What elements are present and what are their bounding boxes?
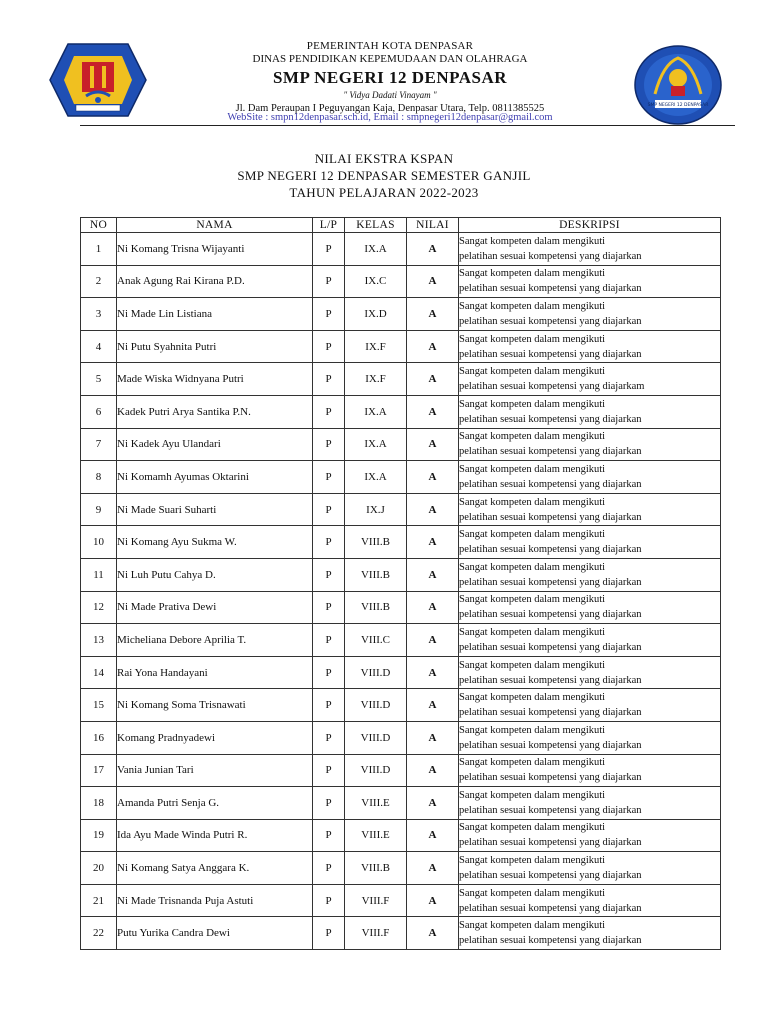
student-description: [459, 884, 721, 917]
student-grade: A: [407, 754, 459, 787]
student-description: [459, 819, 721, 852]
student-name: Ni Made Trisnanda Puja Astuti: [117, 884, 313, 917]
description-line: pelatihan sesuai kompetensi yang diajarkan: [459, 576, 642, 588]
student-gender: P: [313, 395, 345, 428]
student-gender: P: [313, 819, 345, 852]
header-nilai: NILAI: [407, 218, 459, 233]
table-row: [81, 754, 721, 787]
student-class: VIII.E: [345, 819, 407, 852]
student-class: VIII.D: [345, 721, 407, 754]
table-row: [81, 461, 721, 494]
student-grade: A: [407, 624, 459, 657]
description-line: Sangat kompeten dalam mengikuti: [459, 822, 606, 834]
student-name: Ni Komang Trisna Wijayanti: [117, 233, 313, 266]
title-line-1: NILAI EKSTRA KSPAN: [314, 151, 454, 166]
description-line: Sangat kompeten dalam mengikuti: [459, 300, 606, 312]
school-website-email: WebSite : smpn12denpasar.sch.id, Email : smpnegeri12denpasar@gmail.com: [227, 112, 553, 123]
description-line: pelatihan sesuai kompetensi yang diajarkan: [459, 478, 642, 490]
description-line: pelatihan sesuai kompetensi yang diajarkan: [459, 348, 642, 360]
row-number: 11: [81, 558, 117, 591]
svg-text:SMP NEGERI 12 DENPASAR: SMP NEGERI 12 DENPASAR: [647, 103, 709, 108]
table-row: [81, 298, 721, 331]
student-description: [459, 330, 721, 363]
student-grade: A: [407, 330, 459, 363]
description-line: pelatihan sesuai kompetensi yang diajarkan: [459, 609, 642, 621]
student-name: Putu Yurika Candra Dewi: [117, 917, 313, 950]
description-line: Sangat kompeten dalam mengikuti: [459, 398, 606, 410]
student-description: [459, 395, 721, 428]
row-number: 18: [81, 787, 117, 820]
student-description: [459, 526, 721, 559]
student-grade: A: [407, 265, 459, 298]
title-line-3: TAHUN PELAJARAN 2022-2023: [289, 185, 479, 200]
table-row: [81, 265, 721, 298]
row-number: 15: [81, 689, 117, 722]
student-name: Ni Made Suari Suharti: [117, 493, 313, 526]
student-gender: P: [313, 721, 345, 754]
student-grade: A: [407, 721, 459, 754]
student-description: [459, 558, 721, 591]
student-description: [459, 721, 721, 754]
student-gender: P: [313, 461, 345, 494]
student-gender: P: [313, 298, 345, 331]
student-gender: P: [313, 265, 345, 298]
student-name: Ida Ayu Made Winda Putri R.: [117, 819, 313, 852]
description-line: pelatihan sesuai kompetensi yang diajarkan: [459, 772, 642, 784]
student-class: IX.F: [345, 363, 407, 396]
row-number: 3: [81, 298, 117, 331]
student-grade: A: [407, 298, 459, 331]
student-grade: A: [407, 233, 459, 266]
student-name: Micheliana Debore Aprilia T.: [117, 624, 313, 657]
description-line: pelatihan sesuai kompetensi yang diajarkan: [459, 544, 642, 556]
description-line: pelatihan sesuai kompetensi yang diajarkam: [459, 381, 645, 393]
school-name: SMP NEGERI 12 DENPASAR: [272, 68, 508, 87]
table-row: [81, 852, 721, 885]
student-grade: A: [407, 787, 459, 820]
description-line: pelatihan sesuai kompetensi yang diajarkan: [459, 707, 642, 719]
student-class: VIII.D: [345, 656, 407, 689]
student-name: Ni Luh Putu Cahya D.: [117, 558, 313, 591]
student-description: [459, 298, 721, 331]
student-class: VIII.B: [345, 526, 407, 559]
student-description: [459, 265, 721, 298]
header-no: NO: [81, 218, 117, 233]
student-name: Anak Agung Rai Kirana P.D.: [117, 265, 313, 298]
description-line: pelatihan sesuai kompetensi yang diajarkan: [459, 283, 642, 295]
student-grade: A: [407, 689, 459, 722]
table-row: [81, 656, 721, 689]
student-class: IX.A: [345, 233, 407, 266]
description-line: pelatihan sesuai kompetensi yang diajarkan: [459, 739, 642, 751]
student-description: [459, 363, 721, 396]
student-grade: A: [407, 558, 459, 591]
student-gender: P: [313, 428, 345, 461]
table-row: [81, 395, 721, 428]
row-number: 19: [81, 819, 117, 852]
description-line: pelatihan sesuai kompetensi yang diajarkan: [459, 837, 642, 849]
student-description: [459, 591, 721, 624]
row-number: 14: [81, 656, 117, 689]
student-name: Amanda Putri Senja G.: [117, 787, 313, 820]
student-class: IX.J: [345, 493, 407, 526]
description-line: pelatihan sesuai kompetensi yang diajarkan: [459, 804, 642, 816]
student-name: Rai Yona Handayani: [117, 656, 313, 689]
description-line: pelatihan sesuai kompetensi yang diajarkan: [459, 902, 642, 914]
header-kelas: KELAS: [345, 218, 407, 233]
table-row: [81, 233, 721, 266]
student-gender: P: [313, 917, 345, 950]
letterhead-divider: [80, 125, 735, 126]
student-gender: P: [313, 558, 345, 591]
student-class: VIII.F: [345, 917, 407, 950]
description-line: Sangat kompeten dalam mengikuti: [459, 366, 606, 378]
student-description: [459, 917, 721, 950]
description-line: Sangat kompeten dalam mengikuti: [459, 235, 606, 247]
student-class: IX.D: [345, 298, 407, 331]
student-gender: P: [313, 884, 345, 917]
student-gender: P: [313, 330, 345, 363]
student-description: [459, 624, 721, 657]
description-line: pelatihan sesuai kompetensi yang diajarkan: [459, 250, 642, 262]
row-number: 7: [81, 428, 117, 461]
table-row: [81, 787, 721, 820]
student-name: Ni Kadek Ayu Ulandari: [117, 428, 313, 461]
description-line: Sangat kompeten dalam mengikuti: [459, 724, 606, 736]
school-motto: " Vidya Dadati Vinayam ": [343, 90, 437, 100]
student-description: [459, 787, 721, 820]
description-line: Sangat kompeten dalam mengikuti: [459, 268, 606, 280]
description-line: Sangat kompeten dalam mengikuti: [459, 692, 606, 704]
student-class: IX.C: [345, 265, 407, 298]
student-gender: P: [313, 689, 345, 722]
row-number: 16: [81, 721, 117, 754]
header-deskripsi: DESKRIPSI: [459, 218, 721, 233]
description-line: Sangat kompeten dalam mengikuti: [459, 496, 606, 508]
letterhead: [0, 0, 768, 130]
student-description: [459, 754, 721, 787]
denpasar-city-emblem-icon: [46, 38, 150, 122]
student-name: Ni Komang Soma Trisnawati: [117, 689, 313, 722]
description-line: pelatihan sesuai kompetensi yang diajarkan: [459, 511, 642, 523]
student-class: IX.A: [345, 428, 407, 461]
row-number: 12: [81, 591, 117, 624]
grades-table: [80, 217, 721, 950]
student-description: [459, 493, 721, 526]
student-class: VIII.B: [345, 591, 407, 624]
student-description: [459, 852, 721, 885]
table-row: [81, 558, 721, 591]
student-gender: P: [313, 363, 345, 396]
department-name: DINAS PENDIDIKAN KEPEMUDAAN DAN OLAHRAGA: [252, 53, 528, 65]
student-name: Ni Komang Satya Anggara K.: [117, 852, 313, 885]
student-class: VIII.F: [345, 884, 407, 917]
table-row: [81, 884, 721, 917]
student-class: VIII.C: [345, 624, 407, 657]
description-line: pelatihan sesuai kompetensi yang diajarkan: [459, 446, 642, 458]
description-line: Sangat kompeten dalam mengikuti: [459, 594, 606, 606]
row-number: 1: [81, 233, 117, 266]
row-number: 6: [81, 395, 117, 428]
student-description: [459, 461, 721, 494]
row-number: 20: [81, 852, 117, 885]
student-class: IX.A: [345, 395, 407, 428]
student-gender: P: [313, 233, 345, 266]
description-line: Sangat kompeten dalam mengikuti: [459, 920, 606, 932]
student-description: [459, 428, 721, 461]
student-gender: P: [313, 754, 345, 787]
student-class: VIII.E: [345, 787, 407, 820]
description-line: Sangat kompeten dalam mengikuti: [459, 529, 606, 541]
student-gender: P: [313, 526, 345, 559]
description-line: pelatihan sesuai kompetensi yang diajarkan: [459, 870, 642, 882]
student-grade: A: [407, 493, 459, 526]
description-line: Sangat kompeten dalam mengikuti: [459, 561, 606, 573]
student-gender: P: [313, 591, 345, 624]
description-line: Sangat kompeten dalam mengikuti: [459, 333, 606, 345]
table-body: [81, 233, 721, 950]
student-name: Ni Made Lin Listiana: [117, 298, 313, 331]
student-grade: A: [407, 363, 459, 396]
table-row: [81, 689, 721, 722]
description-line: Sangat kompeten dalam mengikuti: [459, 887, 606, 899]
table-row: [81, 819, 721, 852]
student-grade: A: [407, 591, 459, 624]
table-row: [81, 330, 721, 363]
table-row: [81, 493, 721, 526]
student-description: [459, 233, 721, 266]
table-row: [81, 591, 721, 624]
student-class: IX.F: [345, 330, 407, 363]
table-row: [81, 428, 721, 461]
row-number: 2: [81, 265, 117, 298]
table-row: [81, 363, 721, 396]
student-class: IX.A: [345, 461, 407, 494]
description-line: Sangat kompeten dalam mengikuti: [459, 757, 606, 769]
student-description: [459, 689, 721, 722]
row-number: 22: [81, 917, 117, 950]
student-grade: A: [407, 917, 459, 950]
student-gender: P: [313, 624, 345, 657]
student-name: Ni Made Prativa Dewi: [117, 591, 313, 624]
student-gender: P: [313, 852, 345, 885]
table-row: [81, 526, 721, 559]
description-line: pelatihan sesuai kompetensi yang diajarkan: [459, 674, 642, 686]
table-header-row: [81, 218, 721, 233]
student-class: VIII.B: [345, 558, 407, 591]
student-description: [459, 656, 721, 689]
student-name: Ni Komang Ayu Sukma W.: [117, 526, 313, 559]
description-line: pelatihan sesuai kompetensi yang diajarkan: [459, 641, 642, 653]
description-line: pelatihan sesuai kompetensi yang diajarkan: [459, 315, 642, 327]
student-grade: A: [407, 526, 459, 559]
row-number: 13: [81, 624, 117, 657]
description-line: Sangat kompeten dalam mengikuti: [459, 626, 606, 638]
student-gender: P: [313, 787, 345, 820]
student-name: Kadek Putri Arya Santika P.N.: [117, 395, 313, 428]
title-line-2: SMP NEGERI 12 DENPASAR SEMESTER GANJIL: [237, 168, 531, 183]
school-address: Jl. Dam Peraupan I Peguyangan Kaja, Denpasar Utara, Telp. 0811385525: [235, 103, 545, 114]
student-name: Komang Pradnyadewi: [117, 721, 313, 754]
school-emblem-icon: [633, 44, 723, 126]
description-line: pelatihan sesuai kompetensi yang diajarkan: [459, 413, 642, 425]
header-lp: L/P: [313, 218, 345, 233]
student-gender: P: [313, 656, 345, 689]
document-title: [0, 150, 768, 201]
header-nama: NAMA: [117, 218, 313, 233]
row-number: 9: [81, 493, 117, 526]
table-row: [81, 721, 721, 754]
student-grade: A: [407, 884, 459, 917]
row-number: 5: [81, 363, 117, 396]
student-class: VIII.D: [345, 689, 407, 722]
description-line: Sangat kompeten dalam mengikuti: [459, 659, 606, 671]
student-class: VIII.D: [345, 754, 407, 787]
description-line: Sangat kompeten dalam mengikuti: [459, 463, 606, 475]
table-row: [81, 624, 721, 657]
student-grade: A: [407, 819, 459, 852]
description-line: pelatihan sesuai kompetensi yang diajarkan: [459, 935, 642, 947]
student-class: VIII.B: [345, 852, 407, 885]
table-row: [81, 917, 721, 950]
student-name: Made Wiska Widnyana Putri: [117, 363, 313, 396]
row-number: 17: [81, 754, 117, 787]
government-name: PEMERINTAH KOTA DENPASAR: [306, 40, 474, 52]
student-name: Ni Komamh Ayumas Oktarini: [117, 461, 313, 494]
row-number: 21: [81, 884, 117, 917]
student-grade: A: [407, 656, 459, 689]
row-number: 4: [81, 330, 117, 363]
student-gender: P: [313, 493, 345, 526]
student-grade: A: [407, 852, 459, 885]
student-grade: A: [407, 461, 459, 494]
description-line: Sangat kompeten dalam mengikuti: [459, 431, 606, 443]
row-number: 8: [81, 461, 117, 494]
student-grade: A: [407, 428, 459, 461]
description-line: Sangat kompeten dalam mengikuti: [459, 855, 606, 867]
row-number: 10: [81, 526, 117, 559]
student-name: Ni Putu Syahnita Putri: [117, 330, 313, 363]
student-grade: A: [407, 395, 459, 428]
description-line: Sangat kompeten dalam mengikuti: [459, 789, 606, 801]
student-name: Vania Junian Tari: [117, 754, 313, 787]
